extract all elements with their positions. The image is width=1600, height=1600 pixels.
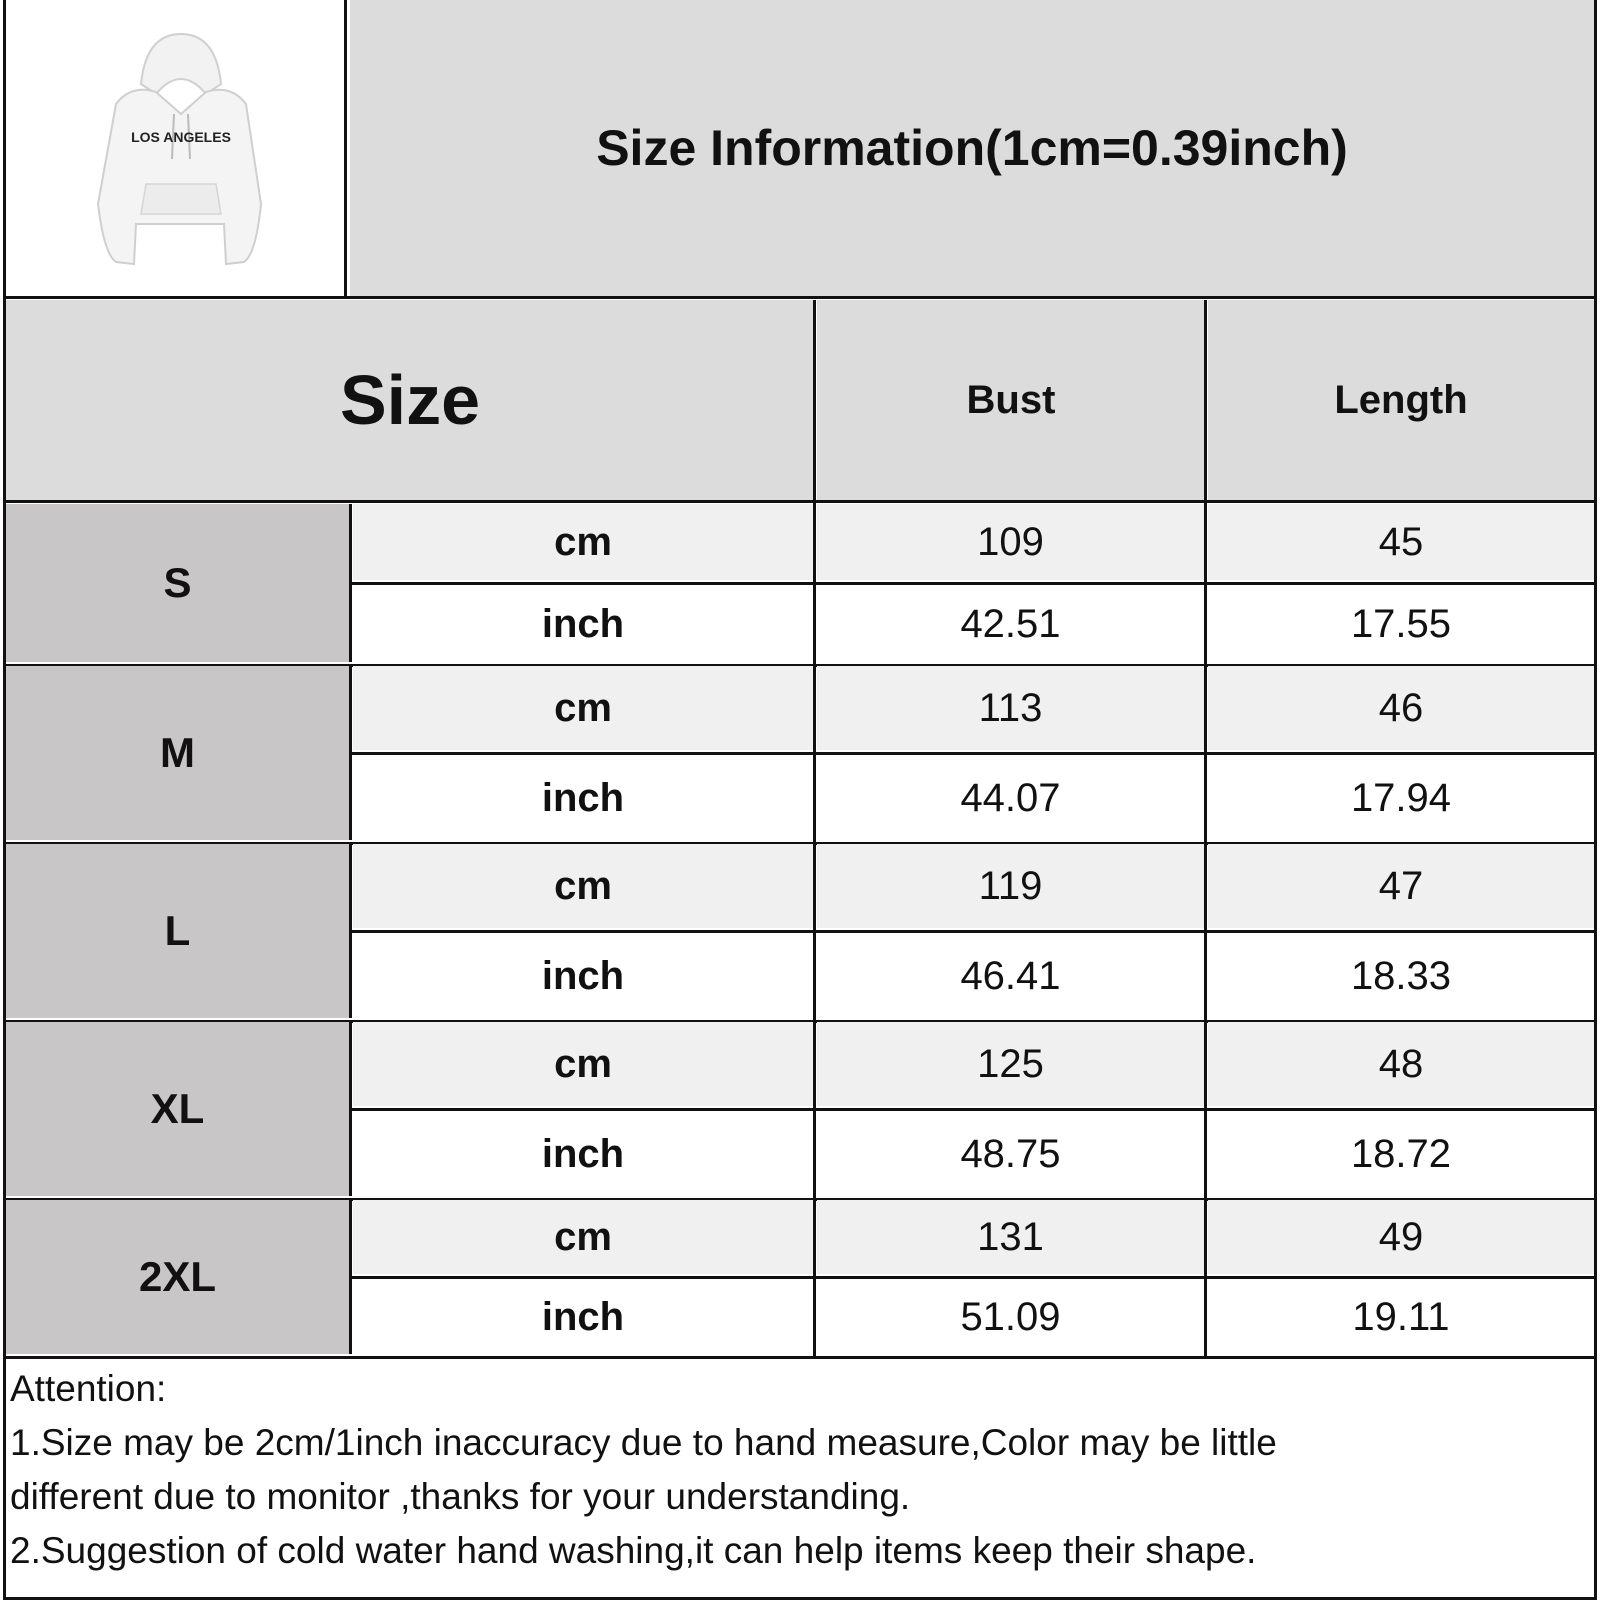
length-value: 46 — [1378, 685, 1424, 730]
length-value: 19.11 — [1352, 1294, 1450, 1339]
length-value-cell — [1208, 1280, 1594, 1354]
product-image-cell — [6, 0, 346, 298]
bust-value-cell — [817, 1200, 1204, 1274]
bust-value: 51.09 — [960, 1294, 1061, 1339]
length-value-cell — [1208, 504, 1594, 580]
bust-value: 42.51 — [960, 601, 1061, 646]
size-label: L — [164, 907, 191, 954]
size-label-cell — [6, 1200, 349, 1354]
length-value-cell — [1208, 1022, 1594, 1106]
unit-value: cm — [554, 519, 612, 564]
size-label: S — [163, 559, 192, 606]
bust-value-cell — [817, 934, 1204, 1018]
unit-cell — [353, 586, 813, 662]
unit-cell — [353, 1022, 813, 1106]
bust-value-cell — [817, 1112, 1204, 1196]
size-label-cell — [6, 666, 349, 840]
length-value: 47 — [1378, 863, 1424, 908]
length-value-cell — [1208, 1112, 1594, 1196]
unit-value: cm — [554, 863, 612, 908]
bust-value: 46.41 — [960, 953, 1061, 998]
bust-value-cell — [817, 844, 1204, 928]
bust-value: 125 — [977, 1041, 1044, 1086]
bust-value-cell — [817, 666, 1204, 750]
unit-value: inch — [541, 601, 625, 646]
unit-value: cm — [554, 1041, 612, 1086]
unit-value: cm — [554, 1214, 612, 1259]
attention-heading: Attention: — [10, 1368, 167, 1409]
bust-column-header — [817, 300, 1205, 500]
size-label: M — [160, 729, 195, 776]
bust-value: 113 — [978, 685, 1043, 730]
unit-cell — [353, 1280, 813, 1354]
attention-note-1: 1.Size may be 2cm/1inch inaccuracy due to hand measure,Color may be little — [10, 1422, 1277, 1463]
size-information-title-cell — [350, 0, 1594, 296]
unit-value: inch — [541, 953, 625, 998]
size-label-cell — [6, 1022, 349, 1196]
size-label-cell — [6, 504, 349, 662]
unit-cell — [353, 666, 813, 750]
bust-value-cell — [817, 1022, 1204, 1106]
unit-value: inch — [541, 1294, 625, 1339]
length-value: 17.55 — [1350, 601, 1452, 646]
hoodie-print-text: LOS ANGELES — [131, 129, 231, 145]
bust-value: 48.75 — [960, 1131, 1061, 1176]
unit-value: inch — [541, 775, 625, 820]
unit-cell — [353, 844, 813, 928]
unit-value: cm — [554, 685, 612, 730]
unit-value: inch — [541, 1131, 625, 1176]
length-value-cell — [1208, 844, 1594, 928]
size-header-label: Size — [339, 361, 481, 439]
length-value-cell — [1208, 756, 1594, 840]
length-value-cell — [1208, 1200, 1594, 1274]
attention-note-1-continued: different due to monitor ,thanks for your understanding. — [10, 1476, 911, 1517]
hoodie-icon — [76, 24, 276, 274]
size-label-cell — [6, 844, 349, 1018]
unit-cell — [353, 1200, 813, 1274]
length-value-cell — [1208, 934, 1594, 1018]
page-title: Size Information(1cm=0.39inch) — [596, 120, 1348, 176]
unit-cell — [353, 934, 813, 1018]
unit-cell — [353, 1112, 813, 1196]
length-header-label: Length — [1334, 377, 1468, 422]
bust-value: 109 — [977, 519, 1044, 564]
length-value: 17.94 — [1350, 775, 1452, 820]
attention-note-2: 2.Suggestion of cold water hand washing,it can help items keep their shape. — [10, 1530, 1257, 1571]
length-value-cell — [1208, 586, 1594, 662]
length-value-cell — [1208, 666, 1594, 750]
size-column-header — [6, 300, 814, 500]
bust-value-cell — [817, 504, 1204, 580]
attention-notes — [10, 1362, 1580, 1578]
bust-header-label: Bust — [966, 377, 1056, 422]
bust-value-cell — [817, 756, 1204, 840]
length-value: 18.72 — [1350, 1131, 1452, 1176]
bust-value: 119 — [978, 863, 1043, 908]
bust-value-cell — [817, 586, 1204, 662]
bust-value: 131 — [977, 1214, 1044, 1259]
bust-value: 44.07 — [960, 775, 1061, 820]
size-label: 2XL — [138, 1253, 217, 1300]
length-value: 45 — [1378, 519, 1424, 564]
size-label: XL — [150, 1085, 205, 1132]
bust-value-cell — [817, 1280, 1204, 1354]
length-value: 48 — [1378, 1041, 1424, 1086]
unit-cell — [353, 756, 813, 840]
length-value: 18.33 — [1350, 953, 1452, 998]
unit-cell — [353, 504, 813, 580]
length-column-header — [1208, 300, 1594, 500]
length-value: 49 — [1378, 1214, 1424, 1259]
